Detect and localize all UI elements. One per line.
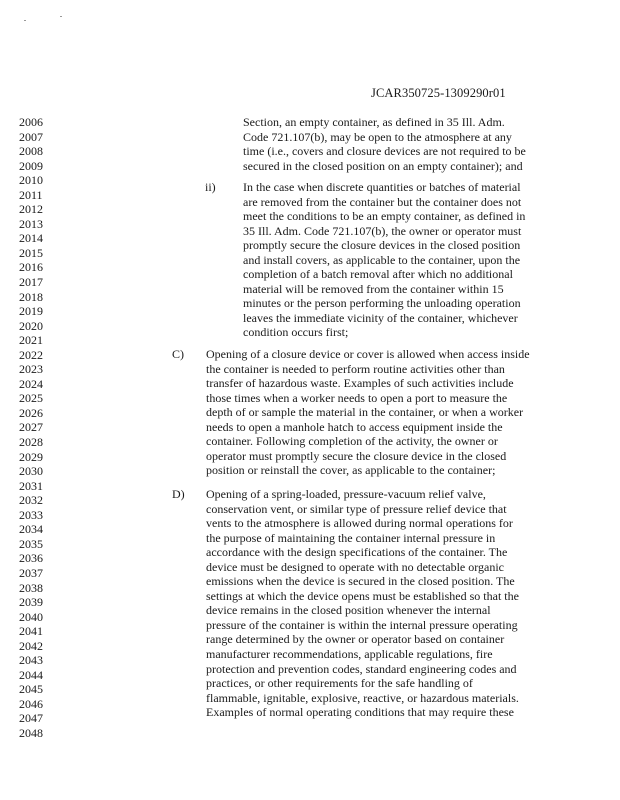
text-line: completion of a batch removal after which no additional [243,267,513,282]
line-number: 2014 [19,231,43,246]
line-number: 2020 [19,318,43,333]
text-line: settings at which the device opens must be established so that the [206,588,519,603]
text-line: material will be removed from the container within 15 [243,281,504,296]
line-number: 2042 [19,638,43,653]
line-number: 2028 [19,435,43,450]
line-number: 2023 [19,362,43,377]
line-number: 2016 [19,260,43,275]
line-number: 2015 [19,245,43,260]
text-line: accordance with the design specifications of the container. The [206,545,508,560]
line-number: 2029 [19,449,43,464]
text-line: conservation vent, or similar type of pressure relief device that [206,501,507,516]
line-number: 2035 [19,536,43,551]
text-line: the container is needed to perform routine activities other than [206,361,505,376]
text-line: time (i.e., covers and closure devices are not required to be [243,144,526,159]
text-line: range determined by the owner or operator based on container [206,632,505,647]
line-number: 2010 [19,173,43,188]
line-number: 2021 [19,333,43,348]
line-number: 2047 [19,711,43,726]
line-number: 2017 [19,275,43,290]
line-number: 2030 [19,464,43,479]
line-number: 2044 [19,667,43,682]
text-line: leaves the immediate vicinity of the container, whichever [243,310,518,325]
line-number: 2022 [19,347,43,362]
text-line: position or reinstall the cover, as applicable to the container; [206,463,496,478]
line-number: 2046 [19,696,43,711]
text-line: the purpose of maintaining the container internal pressure in [206,530,496,545]
line-number: 2043 [19,653,43,668]
text-line: pressure of the container is within the internal pressure operating [206,617,518,632]
text-line: Section, an empty container, as defined in 35 Ill. Adm. [243,115,505,129]
text-line: device remains in the closed position whenever the internal [206,603,491,618]
line-number: 2048 [19,725,43,740]
line-number: 2040 [19,609,43,624]
line-number: 2037 [19,565,43,580]
text-line: emissions when the device is secured in the closed position. The [206,574,515,589]
line-number-column [19,115,43,741]
line-number: 2009 [19,158,43,173]
line-number: 2024 [19,376,43,391]
text-line: those times when a worker needs to open a port to measure the [206,390,508,405]
text-line: In the case when discrete quantities or batches of material [243,180,521,194]
continuation-paragraph [243,115,526,173]
line-number: 2032 [19,493,43,508]
text-line: secured in the closed position on an empty container); and [243,158,523,173]
scan-speck [24,20,26,21]
item-d-marker: D) [172,487,185,501]
item-c-marker: C) [172,347,184,361]
text-line: operator must promptly secure the closure device in the closed [206,448,507,463]
text-line: are removed from the container but the container does not [243,194,522,209]
line-number: 2018 [19,289,43,304]
text-line: condition occurs first; [243,325,349,340]
item-c-paragraph [206,347,530,478]
text-line: minutes or the person performing the unloading operation [243,296,521,311]
text-line: 35 Ill. Adm. Code 721.107(b), the owner or operator must [243,223,522,238]
item-ii-marker: ii) [205,180,216,194]
line-number: 2025 [19,391,43,406]
text-line: promptly secure the closure devices in the closed position [243,238,521,253]
scan-speck [60,16,62,17]
text-line: Opening of a spring-loaded, pressure-vacuum relief valve, [206,487,486,501]
text-line: needs to open a manhole hatch to access equipment inside the [206,419,503,434]
text-line: meet the conditions to be an empty container, as defined in [243,209,526,224]
text-line: Examples of normal operating conditions that may require these [206,705,514,720]
text-line: device must be designed to operate with no detectable organic [206,559,505,574]
text-line: manufacturer recommendations, applicable regulations, fire [206,647,493,662]
line-number: 2026 [19,405,43,420]
line-number: 2041 [19,624,43,639]
line-number: 2034 [19,522,43,537]
text-line: and install covers, as applicable to the container, upon the [243,252,521,267]
line-number: 2007 [19,129,43,144]
line-number: 2008 [19,144,43,159]
text-line: depth of or sample the material in the container, or when a worker [206,405,524,420]
line-number: 2027 [19,420,43,435]
line-number: 2033 [19,507,43,522]
item-d-paragraph [206,487,519,720]
line-number: 2036 [19,551,43,566]
text-line: Code 721.107(b), may be open to the atmosphere at any [243,129,512,144]
text-line: vents to the atmosphere is allowed during normal operations for [206,516,513,531]
line-number: 2013 [19,216,43,231]
text-line: flammable, ignitable, explosive, reactive, or hazardous materials. [206,690,519,705]
line-number: 2006 [19,115,43,129]
line-number: 2038 [19,580,43,595]
line-number: 2011 [19,187,43,202]
document-id: JCAR350725-1309290r01 [371,86,506,100]
text-line: protection and prevention codes, standard engineering codes and [206,661,517,676]
line-number: 2045 [19,682,43,697]
line-number: 2019 [19,304,43,319]
line-number: 2031 [19,478,43,493]
text-line: container. Following completion of the activity, the owner or [206,434,498,449]
text-line: practices, or other requirements for the safe handling of [206,676,473,691]
line-number: 2039 [19,595,43,610]
text-line: Opening of a closure device or cover is allowed when access inside [206,347,530,361]
item-ii-paragraph [243,180,525,340]
text-line: transfer of hazardous waste. Examples of such activities include [206,376,514,391]
line-number: 2012 [19,202,43,217]
